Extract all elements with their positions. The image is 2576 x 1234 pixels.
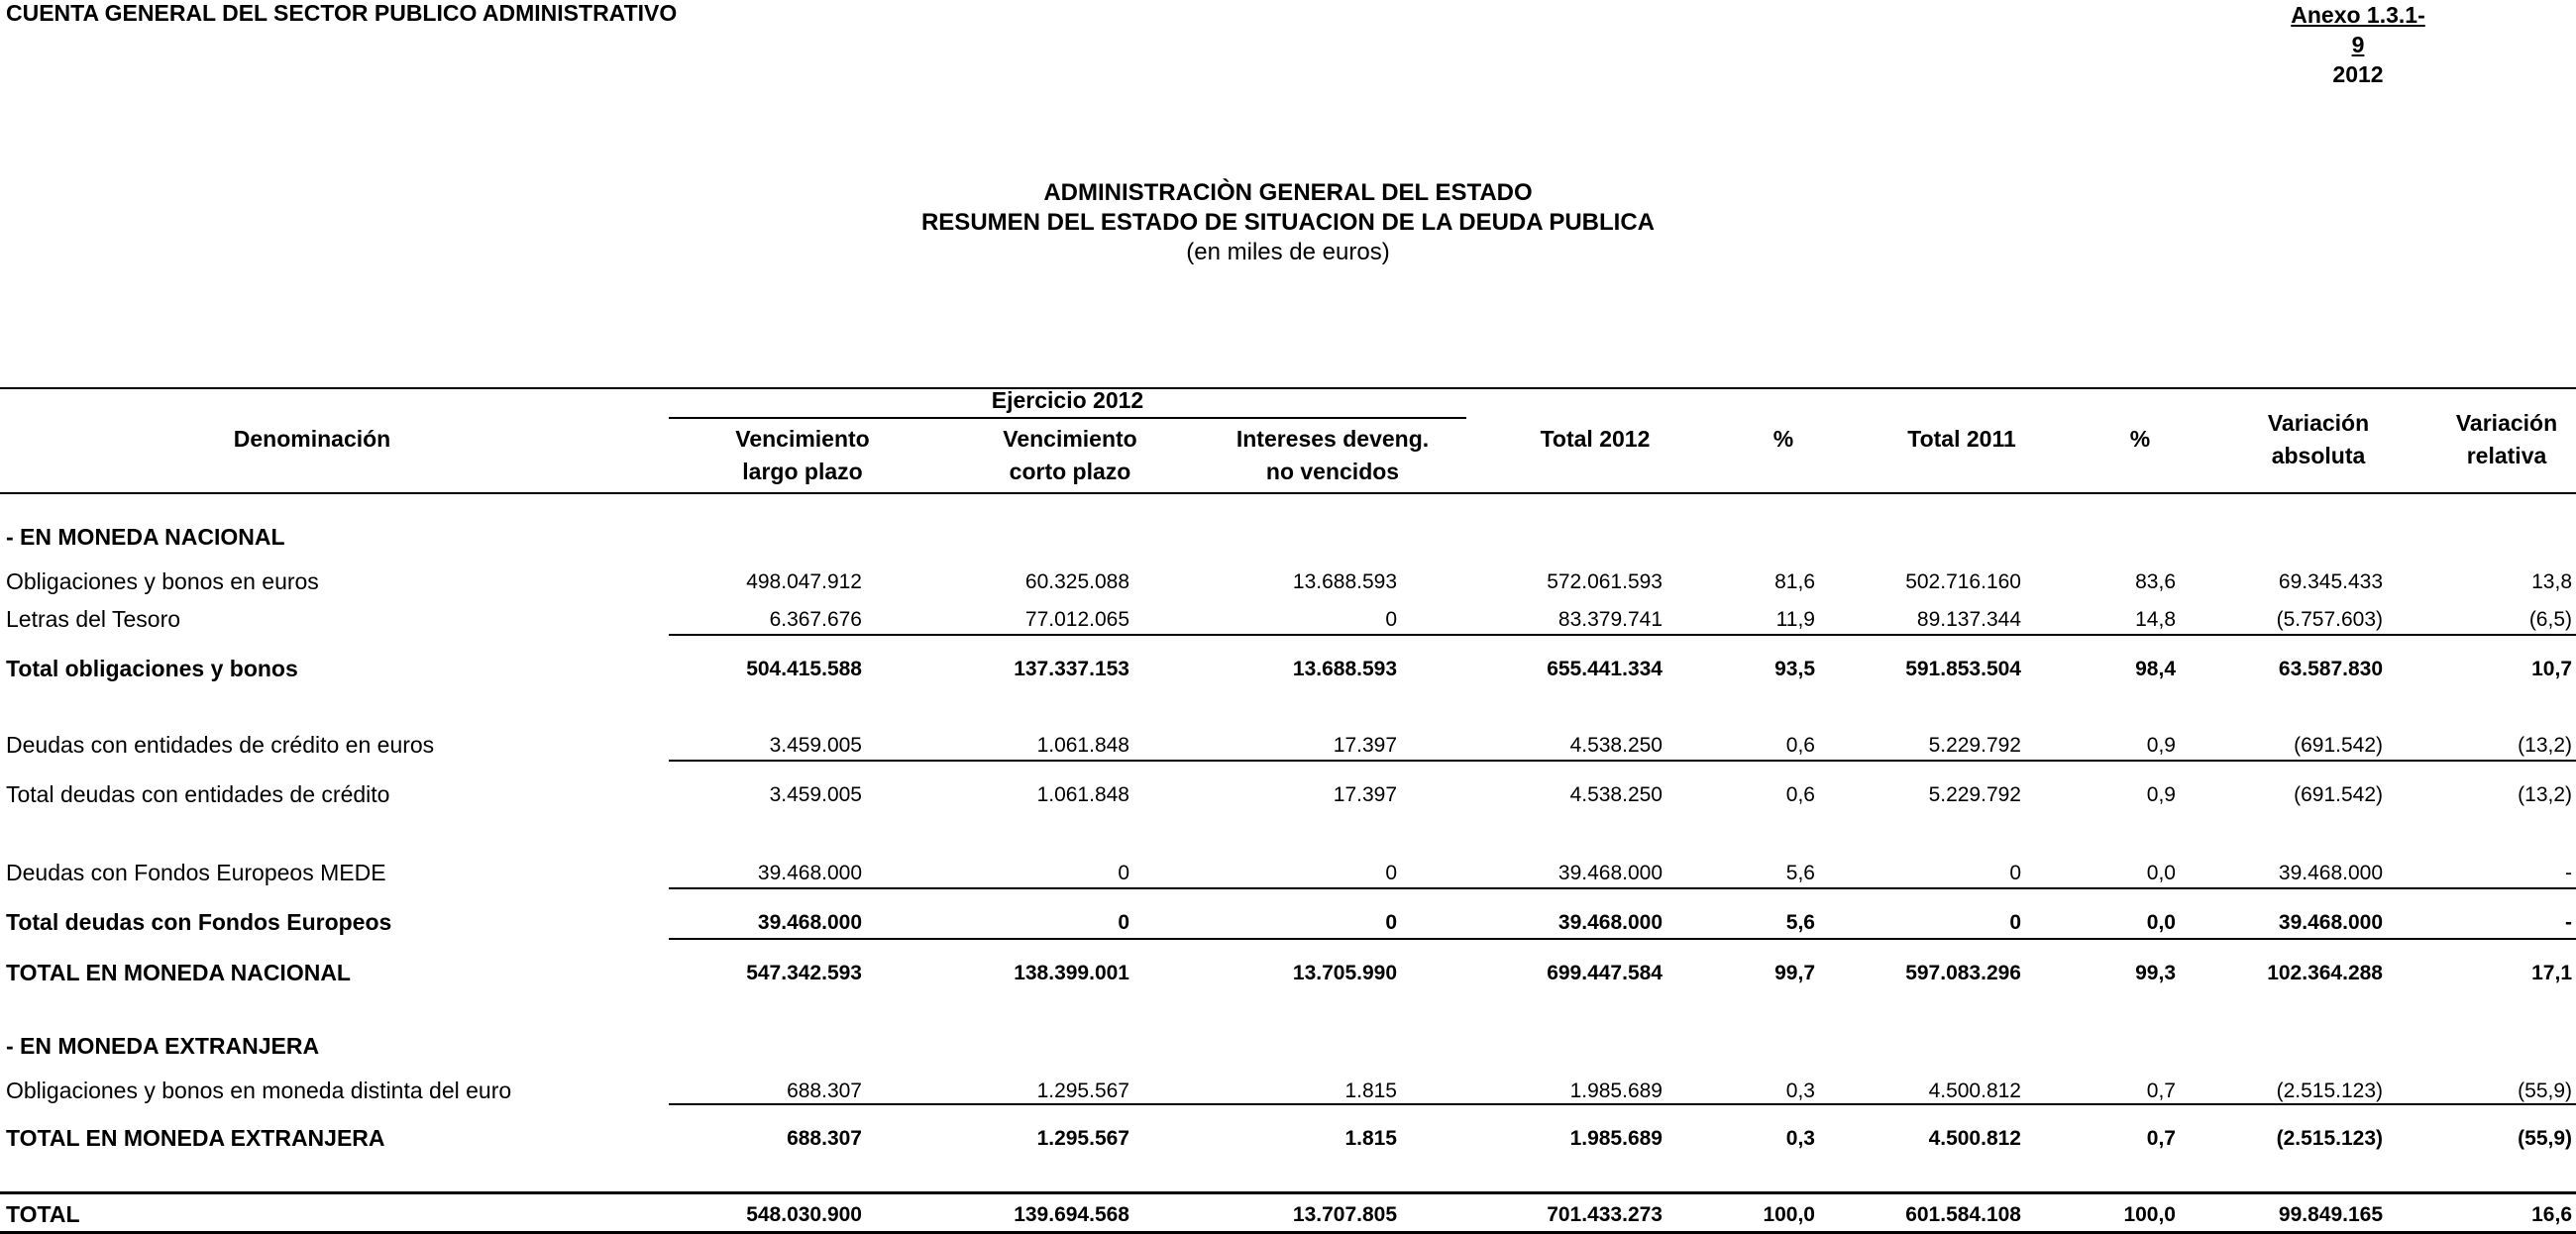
cell-total2012: 4.538.250 xyxy=(1569,734,1663,757)
row-separator-rule xyxy=(669,634,2576,636)
cell-venc-largo: 3.459.005 xyxy=(769,783,862,806)
cell-pct-2011: 0,7 xyxy=(2146,1080,2176,1102)
cell-venc-corto: 139.694.568 xyxy=(1014,1203,1129,1226)
cell-venc-largo: 688.307 xyxy=(787,1080,862,1102)
document-heading xyxy=(0,178,2576,267)
cell-total2012: 1.985.689 xyxy=(1569,1080,1663,1102)
cell-var-abs: (691.542) xyxy=(2294,783,2383,806)
cell-total2011: 4.500.812 xyxy=(1928,1127,2021,1150)
col-header-pct-2011: % xyxy=(2129,426,2151,452)
annex-year: 2012 xyxy=(2332,61,2384,87)
cell-venc-largo: 688.307 xyxy=(787,1127,862,1150)
cell-venc-corto: 1.295.567 xyxy=(1036,1080,1129,1102)
col-header-denominacion: Denominación xyxy=(233,426,391,452)
col-header-variacion-relativa: Variación relativa xyxy=(2455,410,2558,468)
cell-pct-2011: 99,3 xyxy=(2135,962,2176,984)
col-header-pct-2012: % xyxy=(1772,426,1794,452)
cell-var-rel: 10,7 xyxy=(2531,658,2572,680)
row-label: Letras del Tesoro xyxy=(6,606,181,632)
cell-total2011: 0 xyxy=(2009,862,2021,884)
heading-units: (en miles de euros) xyxy=(1186,239,1390,265)
cell-total2012: 572.061.593 xyxy=(1547,570,1663,593)
cell-venc-corto: 138.399.001 xyxy=(1014,962,1129,984)
row-label: Deudas con Fondos Europeos MEDE xyxy=(6,860,386,885)
section-moneda-extranjera: - EN MONEDA EXTRANJERA xyxy=(6,1033,320,1059)
cell-intereses: 0 xyxy=(1385,862,1397,884)
cell-pct-2011: 0,0 xyxy=(2146,862,2176,884)
cell-venc-largo: 6.367.676 xyxy=(769,608,862,631)
organization-title: CUENTA GENERAL DEL SECTOR PUBLICO ADMINISTRATIVO xyxy=(6,0,678,26)
col-header-intereses: Intereses deveng. no vencidos xyxy=(1235,426,1430,484)
cell-venc-corto: 137.337.153 xyxy=(1014,658,1129,680)
heading-line1: ADMINISTRACIÒN GENERAL DEL ESTADO xyxy=(1043,179,1533,206)
cell-pct-2012: 0,6 xyxy=(1785,783,1815,806)
cell-venc-corto: 0 xyxy=(1118,911,1129,934)
cell-total2012: 655.441.334 xyxy=(1547,658,1663,680)
cell-venc-largo: 3.459.005 xyxy=(769,734,862,757)
cell-total2011: 89.137.344 xyxy=(1916,608,2021,631)
cell-pct-2012: 81,6 xyxy=(1774,570,1815,593)
cell-var-rel: (55,9) xyxy=(2518,1080,2572,1102)
cell-intereses: 13.705.990 xyxy=(1292,962,1397,984)
cell-intereses: 13.707.805 xyxy=(1292,1203,1397,1226)
row-label: TOTAL EN MONEDA EXTRANJERA xyxy=(6,1125,385,1151)
cell-total2012: 39.468.000 xyxy=(1557,911,1663,934)
row-label: Deudas con entidades de crédito en euros xyxy=(6,732,435,758)
cell-intereses: 1.815 xyxy=(1344,1080,1397,1102)
cell-var-abs: 39.468.000 xyxy=(2278,862,2383,884)
cell-venc-corto: 1.061.848 xyxy=(1036,734,1129,757)
cell-var-abs: 99.849.165 xyxy=(2278,1203,2383,1226)
cell-venc-corto: 77.012.065 xyxy=(1024,608,1129,631)
cell-total2012: 701.433.273 xyxy=(1547,1203,1663,1226)
cell-pct-2011: 0,0 xyxy=(2146,911,2176,934)
header-bottom-rule xyxy=(0,492,2576,494)
cell-var-abs: 39.468.000 xyxy=(2278,911,2383,934)
annex-reference xyxy=(2289,0,2427,89)
cell-total2012: 83.379.741 xyxy=(1557,608,1663,631)
cell-venc-corto: 1.295.567 xyxy=(1036,1127,1129,1150)
cell-pct-2012: 100,0 xyxy=(1763,1203,1815,1226)
cell-total2011: 597.083.296 xyxy=(1905,962,2021,984)
cell-total2011: 4.500.812 xyxy=(1928,1080,2021,1102)
cell-var-abs: (691.542) xyxy=(2294,734,2383,757)
cell-var-abs: (5.757.603) xyxy=(2276,608,2383,631)
row-label: Total deudas con Fondos Europeos xyxy=(6,909,392,935)
cell-pct-2012: 93,5 xyxy=(1774,658,1815,680)
cell-pct-2011: 83,6 xyxy=(2135,570,2176,593)
cell-total2012: 1.985.689 xyxy=(1569,1127,1663,1150)
section-moneda-nacional: - EN MONEDA NACIONAL xyxy=(6,524,285,550)
cell-intereses: 17.397 xyxy=(1333,783,1397,806)
cell-venc-corto: 0 xyxy=(1118,862,1129,884)
cell-total2012: 4.538.250 xyxy=(1569,783,1663,806)
cell-var-rel: - xyxy=(2565,911,2572,934)
cell-venc-largo: 504.415.588 xyxy=(746,658,862,680)
cell-pct-2011: 100,0 xyxy=(2123,1203,2176,1226)
cell-venc-largo: 39.468.000 xyxy=(757,862,862,884)
cell-var-abs: 102.364.288 xyxy=(2267,962,2383,984)
cell-pct-2012: 99,7 xyxy=(1774,962,1815,984)
cell-total2011: 591.853.504 xyxy=(1905,658,2021,680)
cell-intereses: 13.688.593 xyxy=(1292,570,1397,593)
cell-total2011: 502.716.160 xyxy=(1905,570,2021,593)
cell-venc-corto: 1.061.848 xyxy=(1036,783,1129,806)
col-header-total2012: Total 2012 xyxy=(1540,426,1651,452)
cell-intereses: 13.688.593 xyxy=(1292,658,1397,680)
row-separator-rule xyxy=(669,760,2576,762)
cell-pct-2011: 0,9 xyxy=(2146,734,2176,757)
cell-intereses: 1.815 xyxy=(1344,1127,1397,1150)
annex-number: Anexo 1.3.1-9 xyxy=(2291,2,2425,57)
cell-var-rel: (55,9) xyxy=(2518,1127,2572,1150)
cell-venc-largo: 498.047.912 xyxy=(746,570,862,593)
group-header-rule xyxy=(669,417,1466,419)
cell-total2011: 601.584.108 xyxy=(1905,1203,2021,1226)
cell-total2012: 699.447.584 xyxy=(1547,962,1663,984)
cell-venc-largo: 548.030.900 xyxy=(746,1203,862,1226)
cell-var-rel: 16,6 xyxy=(2531,1203,2572,1226)
cell-intereses: 17.397 xyxy=(1333,734,1397,757)
cell-intereses: 0 xyxy=(1385,911,1397,934)
cell-pct-2012: 0,3 xyxy=(1785,1080,1815,1102)
group-header-ejercicio: Ejercicio 2012 xyxy=(991,387,1144,413)
cell-pct-2012: 5,6 xyxy=(1785,862,1815,884)
cell-var-rel: 17,1 xyxy=(2531,962,2572,984)
cell-venc-corto: 60.325.088 xyxy=(1024,570,1129,593)
cell-pct-2012: 11,9 xyxy=(1775,608,1815,631)
col-header-venc-corto: Vencimiento corto plazo xyxy=(1003,426,1137,484)
cell-var-rel: (6,5) xyxy=(2528,608,2572,631)
cell-var-rel: (13,2) xyxy=(2518,734,2572,757)
row-label: TOTAL xyxy=(6,1201,80,1227)
cell-var-abs: 69.345.433 xyxy=(2278,570,2383,593)
row-label: Obligaciones y bonos en euros xyxy=(6,568,319,594)
cell-pct-2012: 0,3 xyxy=(1785,1127,1815,1150)
heading-line2: RESUMEN DEL ESTADO DE SITUACION DE LA DEUDA PUBLICA xyxy=(920,209,1656,236)
cell-var-rel: - xyxy=(2565,862,2572,884)
col-header-variacion-absoluta: Variación absoluta xyxy=(2267,410,2370,468)
cell-pct-2012: 5,6 xyxy=(1785,911,1815,934)
cell-pct-2011: 14,8 xyxy=(2135,608,2176,631)
cell-var-abs: (2.515.123) xyxy=(2276,1127,2383,1150)
row-label: Total obligaciones y bonos xyxy=(6,656,298,681)
cell-pct-2011: 0,7 xyxy=(2146,1127,2176,1150)
cell-total2012: 39.468.000 xyxy=(1557,862,1663,884)
cell-total2011: 0 xyxy=(2009,911,2021,934)
cell-var-rel: 13,8 xyxy=(2531,570,2572,593)
row-label: Obligaciones y bonos en moneda distinta del euro xyxy=(6,1078,512,1103)
row-separator-rule xyxy=(669,938,2576,940)
cell-intereses: 0 xyxy=(1385,608,1397,631)
col-header-venc-largo: Vencimiento largo plazo xyxy=(735,426,870,484)
row-separator-rule xyxy=(669,1103,2576,1105)
cell-var-abs: 63.587.830 xyxy=(2278,658,2383,680)
cell-venc-largo: 547.342.593 xyxy=(746,962,862,984)
cell-venc-largo: 39.468.000 xyxy=(757,911,862,934)
row-separator-rule xyxy=(0,1191,2576,1194)
cell-pct-2011: 98,4 xyxy=(2135,658,2176,680)
row-label: TOTAL EN MONEDA NACIONAL xyxy=(6,960,351,985)
row-separator-rule xyxy=(669,887,2576,889)
row-label: Total deudas con entidades de crédito xyxy=(6,781,390,807)
cell-var-abs: (2.515.123) xyxy=(2276,1080,2383,1102)
cell-total2011: 5.229.792 xyxy=(1928,734,2021,757)
cell-pct-2012: 0,6 xyxy=(1785,734,1815,757)
cell-pct-2011: 0,9 xyxy=(2146,783,2176,806)
cell-total2011: 5.229.792 xyxy=(1928,783,2021,806)
cell-var-rel: (13,2) xyxy=(2518,783,2572,806)
col-header-total2011: Total 2011 xyxy=(1907,426,2016,452)
